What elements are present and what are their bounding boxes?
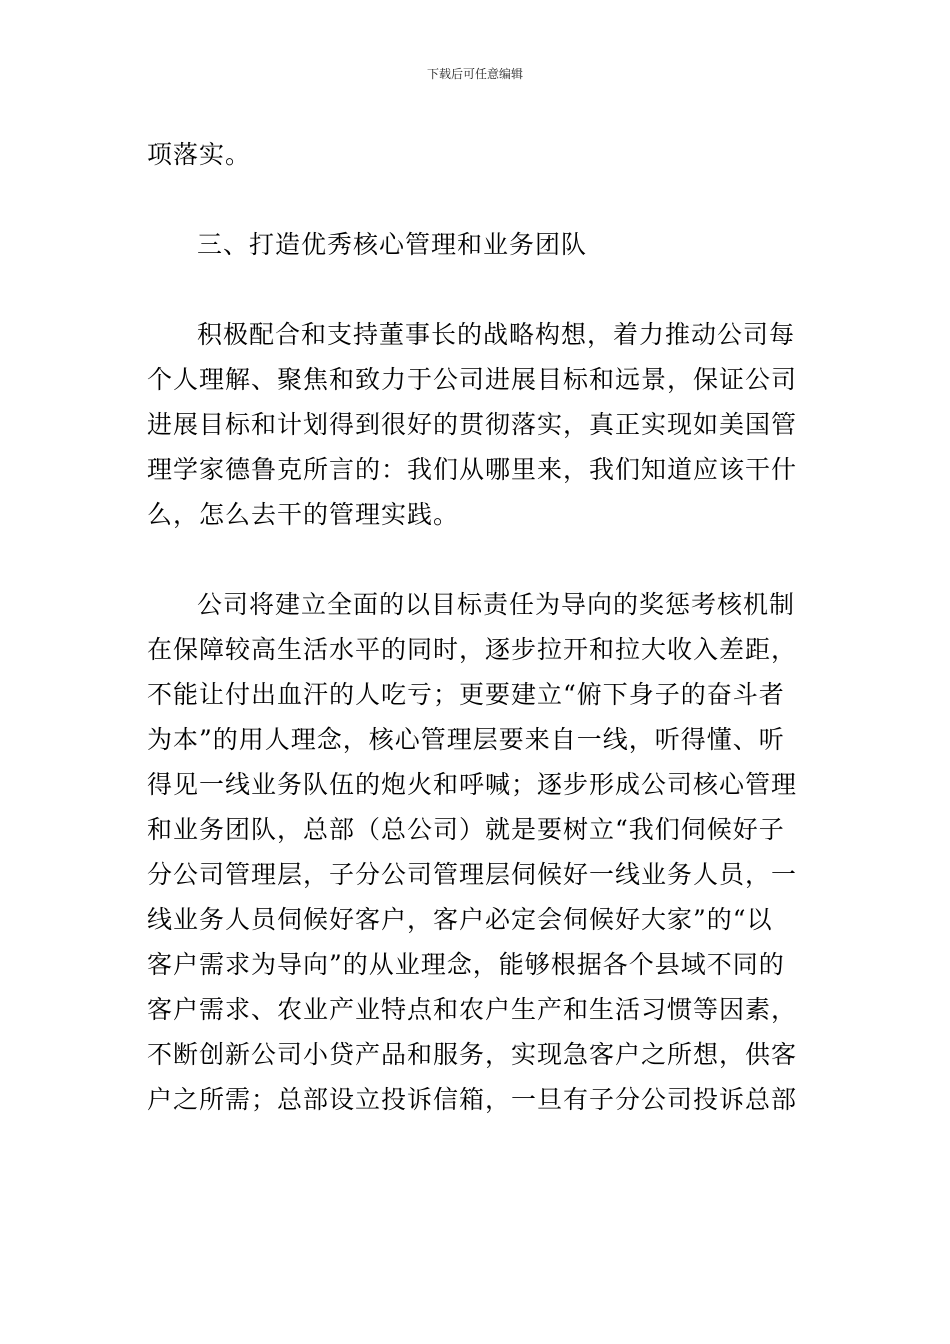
paragraph-line: 积极配合和支持董事长的战略构想，着力推动公司每 [197, 320, 796, 349]
paragraph-line: 客户需求、农业产业特点和农户生产和生活习惯等因素， [147, 995, 798, 1024]
document-body [147, 132, 807, 1122]
paragraph-line: 进展目标和计划得到很好的贯彻落实，真正实现如美国管 [147, 410, 798, 439]
paragraph-line: 和业务团队，总部（总公司）就是要树立“我们伺候好子 [147, 815, 785, 844]
paragraph-spacer [147, 177, 807, 222]
paragraph-line: 线业务人员伺候好客户，客户必定会伺候好大家”的“以 [147, 905, 773, 934]
paragraph-line: 在保障较高生活水平的同时，逐步拉开和拉大收入差距， [147, 635, 798, 664]
paragraph-line: 不断创新公司小贷产品和服务，实现急客户之所想，供客 [147, 1040, 798, 1069]
paragraph-line: 分公司管理层，子分公司管理层伺候好一线业务人员，一 [147, 860, 798, 889]
paragraph-line: 得见一线业务队伍的炮火和呼喊；逐步形成公司核心管理 [147, 770, 798, 799]
paragraph-line: 为本”的用人理念，核心管理层要来自一线，听得懂、听 [147, 725, 785, 754]
paragraph-line: 个人理解、聚焦和致力于公司进展目标和远景，保证公司 [147, 365, 798, 394]
paragraph-spacer [147, 267, 807, 312]
paragraph-line: 户之所需；总部设立投诉信箱，一旦有子分公司投诉总部 [147, 1085, 798, 1114]
paragraph-line: 么，怎么去干的管理实践。 [147, 500, 460, 529]
paragraph-line: 项落实。 [147, 140, 252, 169]
section-heading: 三、打造优秀核心管理和业务团队 [197, 230, 588, 259]
paragraph-line: 公司将建立全面的以目标责任为导向的奖惩考核机制 [197, 590, 796, 619]
paragraph-line: 理学家德鲁克所言的：我们从哪里来，我们知道应该干什 [147, 455, 798, 484]
page-header: 下载后可任意编辑 [426, 67, 523, 81]
paragraph-line: 不能让付出血汗的人吃亏；更要建立“俯下身子的奋斗者 [147, 680, 785, 709]
paragraph-line: 客户需求为导向”的从业理念，能够根据各个县域不同的 [147, 950, 785, 979]
paragraph-spacer [147, 537, 807, 582]
